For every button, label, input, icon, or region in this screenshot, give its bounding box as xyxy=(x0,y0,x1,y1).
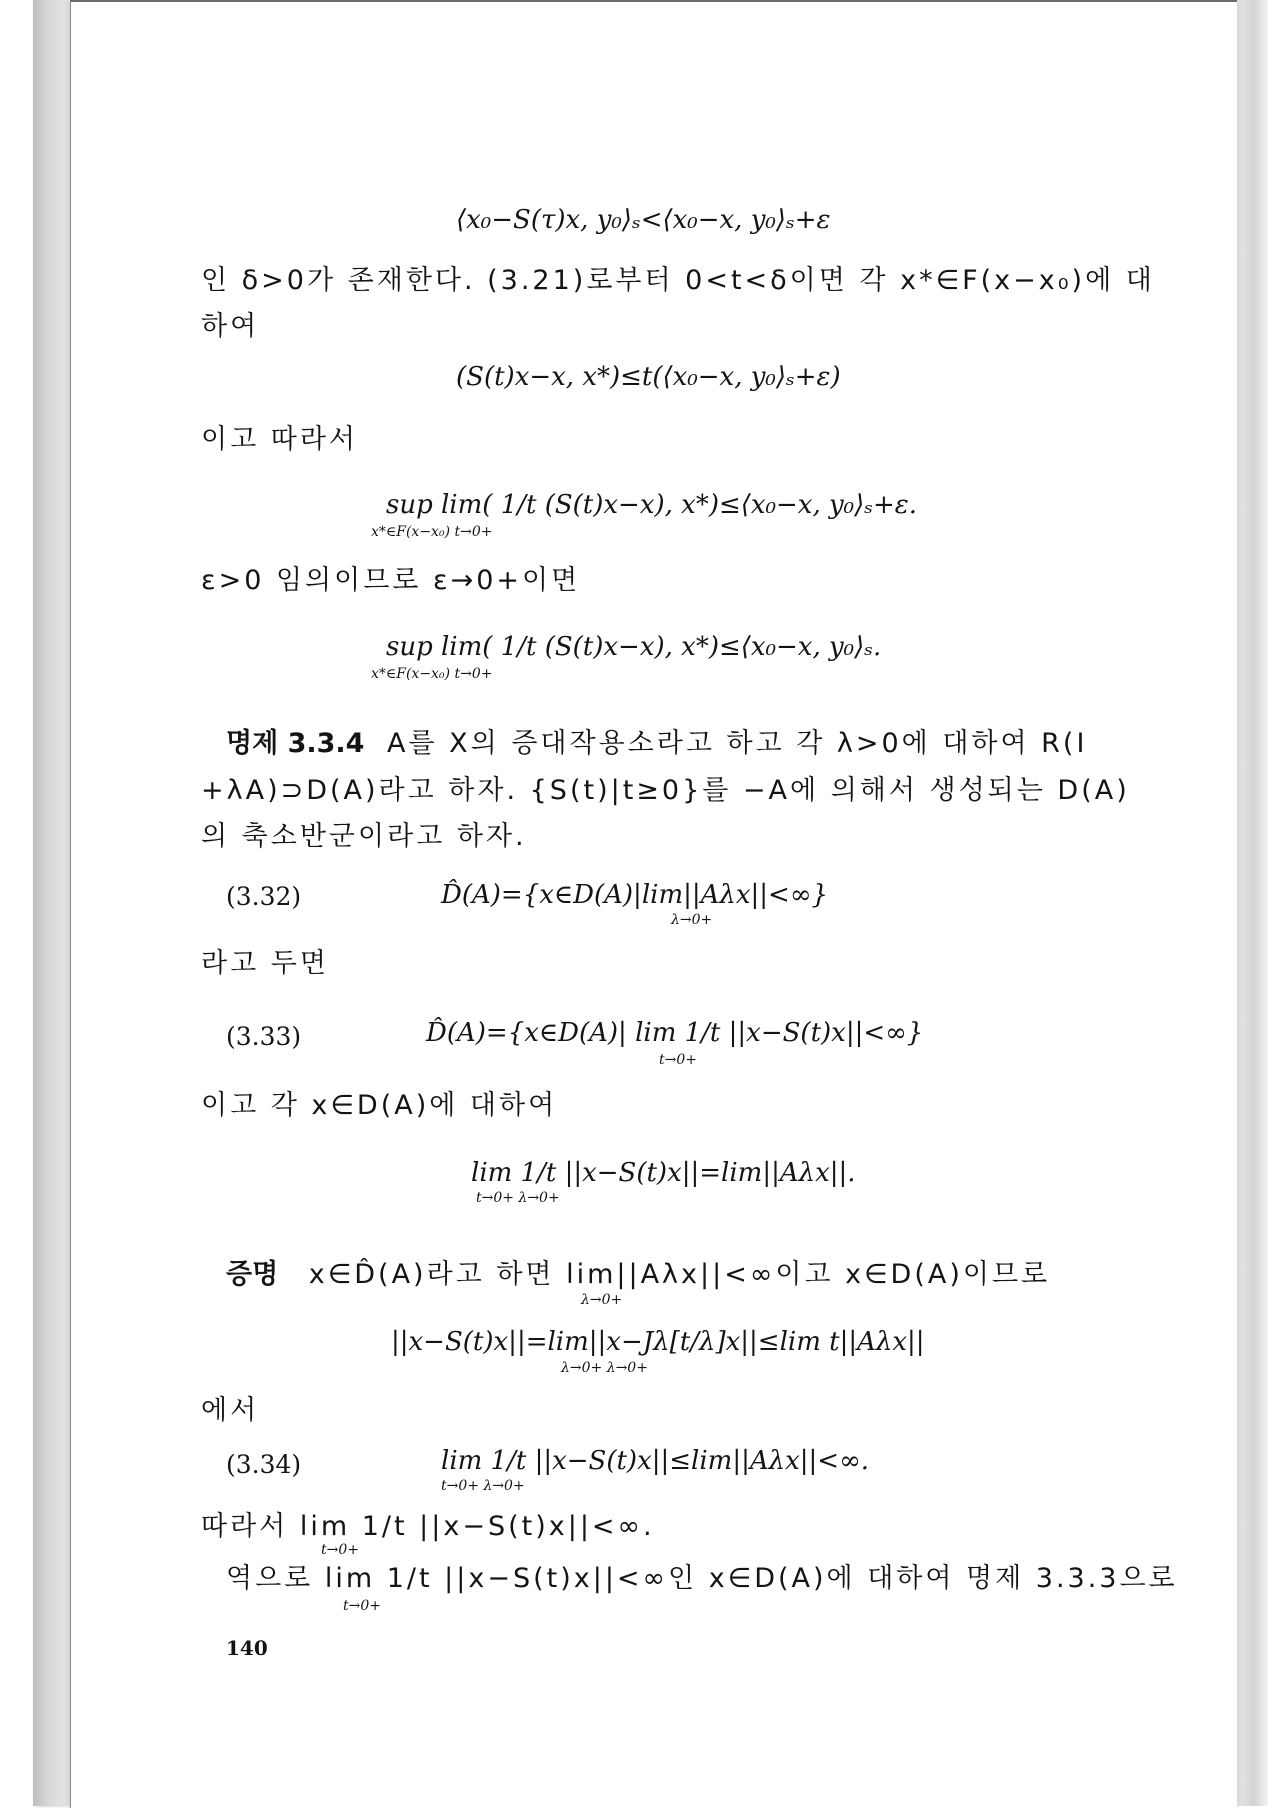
book-spine-left xyxy=(33,0,73,1806)
equation-number: (3.34) xyxy=(226,1450,302,1479)
book-edge-right xyxy=(1236,0,1268,1806)
page-number: 140 xyxy=(226,1636,268,1660)
equation-3-34-subscript: t→0+ λ→0+ xyxy=(441,1478,525,1494)
equation-3-32-subscript: λ→0+ xyxy=(671,912,713,928)
paragraph-line: 따라서 lim 1/t ||x−S(t)x||<∞. xyxy=(201,1511,655,1542)
equation-6: ||x−S(t)x||=lim||x−Jλ[t/λ]x||≤lim t||Aλx|| xyxy=(391,1327,925,1357)
equation-3-32: D̂(A)={x∈D(A)|lim||Aλx||<∞} xyxy=(441,880,829,910)
proof-line xyxy=(226,1258,1050,1292)
equation-1: ⟨x₀−S(τ)x, y₀⟩ₛ<⟨x₀−x, y₀⟩ₛ+ε xyxy=(456,205,831,235)
proof-text: x∈D̂(A)라고 하면 lim||Aλx||<∞이고 x∈D(A)이므로 xyxy=(308,1259,1051,1290)
paragraph-subscript: t→0+ xyxy=(343,1598,381,1614)
paragraph-line: +λA)⊃D(A)라고 하자. {S(t)|t≥0}를 −A에 의해서 생성되는 D(A) xyxy=(201,775,1130,806)
paragraph-subscript: t→0+ xyxy=(321,1542,359,1558)
equation-3: sup lim( 1/t (S(t)x−x), x*)≤⟨x₀−x, y₀⟩ₛ+ε. xyxy=(386,490,917,520)
equation-4: sup lim( 1/t (S(t)x−x), x*)≤⟨x₀−x, y₀⟩ₛ. xyxy=(386,632,882,662)
equation-5-subscript: t→0+ λ→0+ xyxy=(476,1190,560,1206)
paragraph-line: 인 δ>0가 존재한다. (3.21)로부터 0<t<δ이면 각 x*∈F(x−x₀)에 대 xyxy=(201,265,1155,296)
paragraph-line: 의 축소반군이라고 하자. xyxy=(201,821,527,852)
paragraph-line: 이고 각 x∈D(A)에 대하여 xyxy=(201,1090,558,1121)
paragraph-line: 이고 따라서 xyxy=(201,424,358,455)
equation-number: (3.33) xyxy=(226,1022,302,1051)
book-page xyxy=(70,0,1237,1808)
equation-2: (S(t)x−x, x*)≤t(⟨x₀−x, y₀⟩ₛ+ε) xyxy=(456,362,841,392)
paragraph-line: 에서 xyxy=(201,1395,260,1426)
equation-6-subscript: λ→0+ λ→0+ xyxy=(561,1360,648,1376)
proposition-line xyxy=(226,727,1087,761)
paragraph-line: 라고 두면 xyxy=(201,948,329,979)
proof-label: 증명 xyxy=(226,1259,279,1290)
equation-3-33: D̂(A)={x∈D(A)| lim 1/t ||x−S(t)x||<∞} xyxy=(426,1018,924,1048)
equation-3-34: lim 1/t ||x−S(t)x||≤lim||Aλx||<∞. xyxy=(441,1446,869,1476)
proof-subscript: λ→0+ xyxy=(581,1292,623,1308)
equation-5: lim 1/t ||x−S(t)x||=lim||Aλx||. xyxy=(471,1158,856,1188)
equation-number: (3.32) xyxy=(226,882,302,911)
equation-3-33-subscript: t→0+ xyxy=(659,1052,697,1068)
proposition-label: 명제 3.3.4 xyxy=(226,728,365,759)
paragraph-line: 역으로 lim 1/t ||x−S(t)x||<∞인 x∈D(A)에 대하여 명제 3.3.3으로 xyxy=(226,1563,1178,1594)
equation-4-subscript: x*∈F(x−x₀) t→0+ xyxy=(371,666,493,682)
proposition-text: A를 X의 증대작용소라고 하고 각 λ>0에 대하여 R(I xyxy=(387,728,1088,759)
paragraph-line: 하여 xyxy=(201,311,260,342)
equation-3-subscript: x*∈F(x−x₀) t→0+ xyxy=(371,524,493,540)
paragraph-line: ε>0 임의이므로 ε→0+이면 xyxy=(201,565,581,596)
